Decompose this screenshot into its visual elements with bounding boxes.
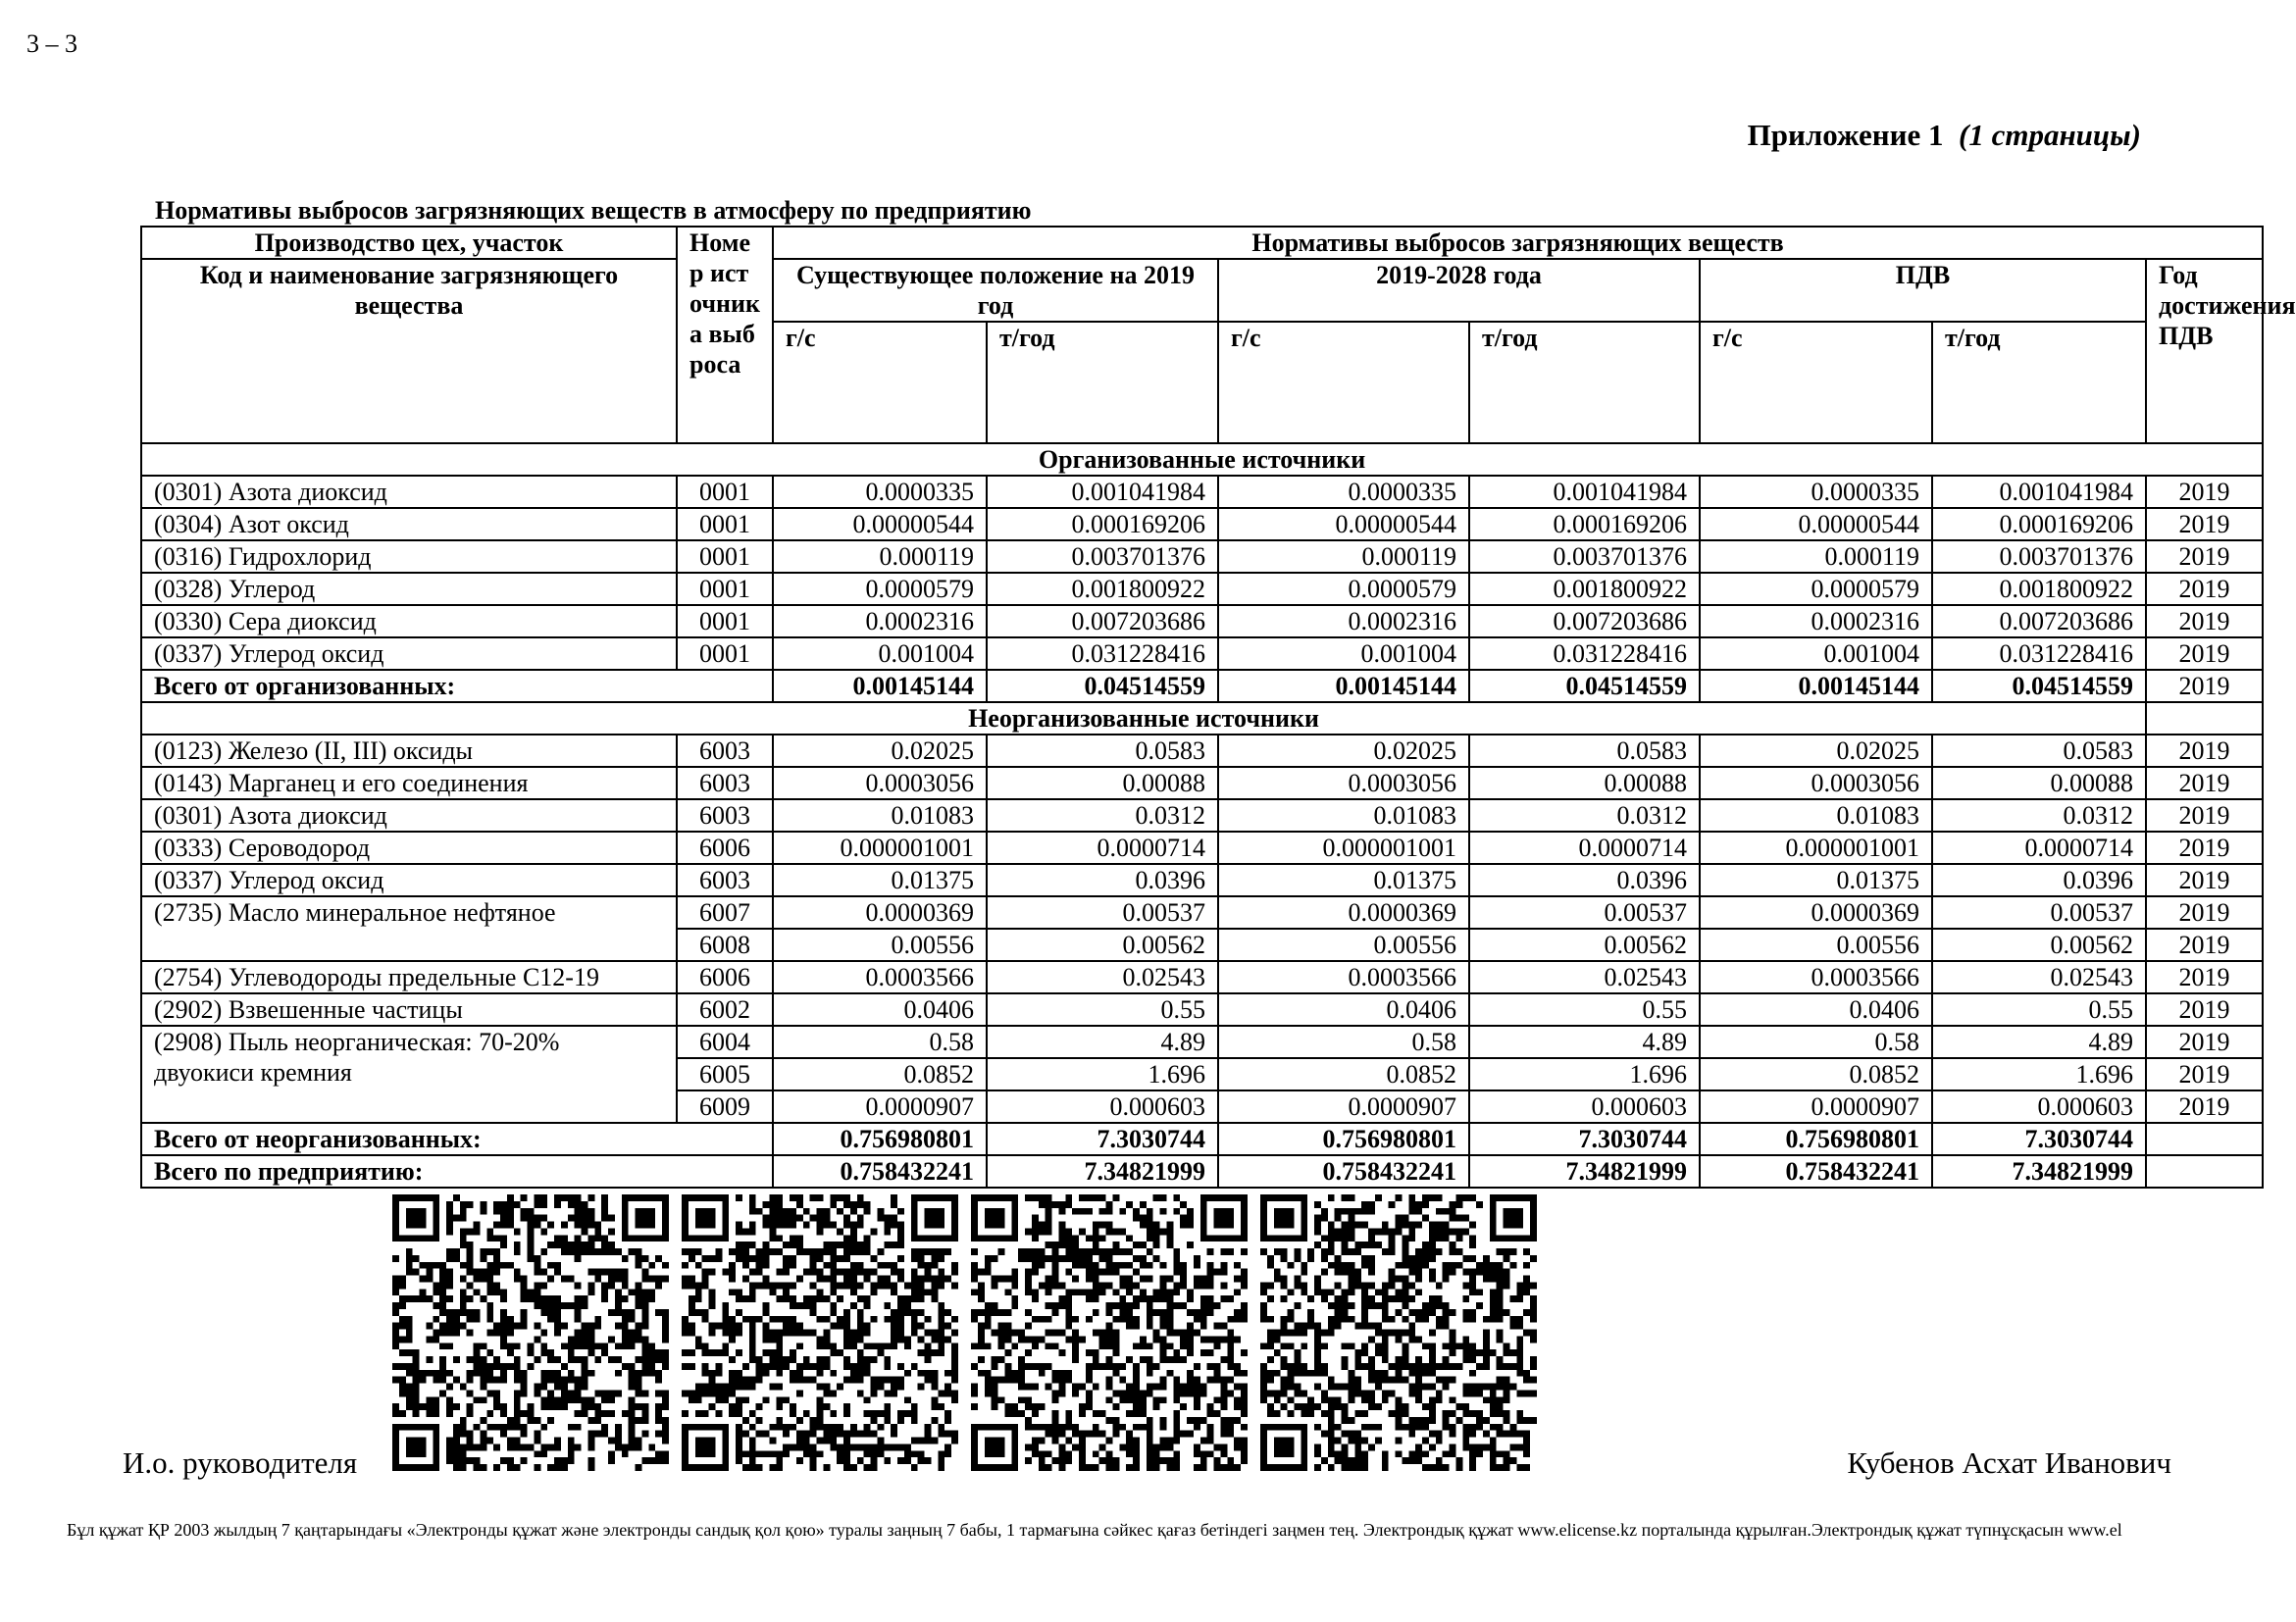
emission-value: 0.01375 (1218, 864, 1469, 896)
emission-value: 0.000119 (1700, 540, 1932, 573)
qr-code (1260, 1194, 1537, 1471)
year-value: 2019 (2146, 961, 2263, 993)
substance-name: (2908) Пыль неорганическая: 70-20% двуокиси кремния (141, 1026, 677, 1123)
emission-value: 0.0406 (1700, 993, 1932, 1026)
year-value: 2019 (2146, 929, 2263, 961)
emission-value: 4.89 (987, 1026, 1218, 1058)
year-value: 2019 (2146, 799, 2263, 832)
emission-value: 0.00088 (1469, 767, 1700, 799)
table-row (141, 540, 2263, 573)
emission-value: 4.89 (1469, 1026, 1700, 1058)
emission-value: 0.0396 (1469, 864, 1700, 896)
emission-value: 0.0852 (1218, 1058, 1469, 1090)
emission-value: 0.003701376 (987, 540, 1218, 573)
emission-value: 0.001004 (773, 637, 987, 670)
total-value: 0.758432241 (773, 1155, 987, 1188)
emission-value: 0.0000714 (1932, 832, 2146, 864)
total-value: 0.756980801 (1700, 1123, 1932, 1155)
total-value: 7.34821999 (1932, 1155, 2146, 1188)
header-workshop: Производство цех, участок (141, 227, 677, 259)
emission-value: 0.01083 (773, 799, 987, 832)
source-number: 0001 (677, 508, 773, 540)
emission-value: 0.01083 (1218, 799, 1469, 832)
total-value: 0.04514559 (1469, 670, 1700, 702)
emission-value: 0.00562 (1469, 929, 1700, 961)
header-year-pdv: Год достижения ПДВ (2146, 259, 2263, 443)
emission-value: 0.000169206 (1469, 508, 1700, 540)
qr-code (682, 1194, 958, 1471)
source-number: 0001 (677, 637, 773, 670)
emission-value: 0.55 (987, 993, 1218, 1026)
total-value: 0.756980801 (1218, 1123, 1469, 1155)
header-gs: г/с (1700, 322, 1932, 443)
year-value: 2019 (2146, 508, 2263, 540)
emission-value: 0.58 (1218, 1026, 1469, 1058)
emission-value: 0.0000907 (1218, 1090, 1469, 1123)
emission-value: 0.0406 (1218, 993, 1469, 1026)
emission-value: 0.0003056 (773, 767, 987, 799)
source-number: 6003 (677, 799, 773, 832)
emission-value: 0.000119 (773, 540, 987, 573)
total-value: 0.00145144 (773, 670, 987, 702)
emission-value: 0.0000369 (1218, 896, 1469, 929)
substance-name: (0143) Марганец и его соединения (141, 767, 677, 799)
emission-value: 0.001041984 (987, 476, 1218, 508)
emission-value: 0.0000907 (1700, 1090, 1932, 1123)
total-label: Всего от организованных: (141, 670, 773, 702)
emission-value: 0.0396 (987, 864, 1218, 896)
substance-name: (0333) Сероводород (141, 832, 677, 864)
emission-value: 0.031228416 (1469, 637, 1700, 670)
total-value: 0.758432241 (1700, 1155, 1932, 1188)
emission-value: 0.000001001 (773, 832, 987, 864)
header-existing: Существующее положение на 2019 год (773, 259, 1218, 322)
emission-value: 0.0002316 (1700, 605, 1932, 637)
emission-value: 0.0396 (1932, 864, 2146, 896)
emission-value: 0.00556 (773, 929, 987, 961)
emission-value: 0.58 (773, 1026, 987, 1058)
year-value: 2019 (2146, 573, 2263, 605)
emission-value: 0.0583 (1469, 735, 1700, 767)
total-value: 7.3030744 (987, 1123, 1218, 1155)
year-value: 2019 (2146, 864, 2263, 896)
table-title: Нормативы выбросов загрязняющих веществ в атмосферу по предприятию (155, 196, 1032, 225)
total-value: 7.34821999 (987, 1155, 1218, 1188)
substance-name: (0337) Углерод оксид (141, 637, 677, 670)
emission-value: 0.0000714 (1469, 832, 1700, 864)
emission-value: 0.000169206 (987, 508, 1218, 540)
substance-name: (0328) Углерод (141, 573, 677, 605)
substance-name: (0304) Азот оксид (141, 508, 677, 540)
substance-name: (0337) Углерод оксид (141, 864, 677, 896)
emission-value: 0.001800922 (1469, 573, 1700, 605)
emission-value: 0.0406 (773, 993, 987, 1026)
source-number: 6002 (677, 993, 773, 1026)
emissions-table (140, 226, 2296, 1189)
emission-value: 0.0003566 (773, 961, 987, 993)
emission-value: 0.0003566 (1218, 961, 1469, 993)
emission-value: 0.00537 (1932, 896, 2146, 929)
total-value: 0.758432241 (1218, 1155, 1469, 1188)
source-number: 6006 (677, 961, 773, 993)
table-row (141, 573, 2263, 605)
emission-value: 0.0002316 (1218, 605, 1469, 637)
year-value: 2019 (2146, 637, 2263, 670)
emission-value: 0.0583 (987, 735, 1218, 767)
year-value: 2019 (2146, 476, 2263, 508)
signature-role: И.о. руководителя (123, 1445, 358, 1480)
emission-value: 0.00556 (1218, 929, 1469, 961)
emission-value: 0.01375 (773, 864, 987, 896)
substance-name: (2902) Взвешенные частицы (141, 993, 677, 1026)
source-number: 6006 (677, 832, 773, 864)
emission-value: 0.00000544 (1218, 508, 1469, 540)
emission-value: 0.001004 (1700, 637, 1932, 670)
table-row (141, 637, 2263, 670)
emission-value: 0.0312 (1932, 799, 2146, 832)
source-number: 6004 (677, 1026, 773, 1058)
year-value (2146, 1155, 2263, 1188)
page-number: 3 – 3 (26, 29, 77, 58)
total-value: 7.3030744 (1932, 1123, 2146, 1155)
substance-name: (2735) Масло минеральное нефтяное (141, 896, 677, 961)
substance-name: (0301) Азота диоксид (141, 799, 677, 832)
emission-value: 0.000603 (1469, 1090, 1700, 1123)
qr-codes (392, 1194, 1537, 1471)
emission-value: 0.001041984 (1932, 476, 2146, 508)
emission-value: 0.0583 (1932, 735, 2146, 767)
year-value: 2019 (2146, 896, 2263, 929)
header-tyear: т/год (987, 322, 1218, 443)
table-row (141, 476, 2263, 508)
emission-value: 0.000119 (1218, 540, 1469, 573)
emission-value: 0.0000369 (1700, 896, 1932, 929)
emission-value: 0.0000579 (1218, 573, 1469, 605)
appendix-pages: (1 страницы) (1959, 118, 2141, 152)
emission-value: 0.02025 (1218, 735, 1469, 767)
emission-value: 0.58 (1700, 1026, 1932, 1058)
total-row-unorganized (141, 1123, 2263, 1155)
emission-value: 0.00088 (987, 767, 1218, 799)
total-value: 7.3030744 (1469, 1123, 1700, 1155)
substance-name: (0316) Гидрохлорид (141, 540, 677, 573)
substance-name: (0330) Сера диоксид (141, 605, 677, 637)
appendix-title: Приложение 1 (1747, 118, 1944, 152)
total-value: 0.04514559 (1932, 670, 2146, 702)
source-number: 0001 (677, 476, 773, 508)
emission-value: 0.000169206 (1932, 508, 2146, 540)
source-number: 6008 (677, 929, 773, 961)
emission-value: 4.89 (1932, 1026, 2146, 1058)
table-row (141, 799, 2263, 832)
source-number: 0001 (677, 540, 773, 573)
table-row (141, 767, 2263, 799)
year-value: 2019 (2146, 605, 2263, 637)
emission-value: 0.0312 (1469, 799, 1700, 832)
header-period: 2019-2028 года (1218, 259, 1700, 322)
emission-value: 0.0003056 (1218, 767, 1469, 799)
empty-cell (2146, 702, 2263, 735)
emission-value: 0.00562 (1932, 929, 2146, 961)
emission-value: 0.0000335 (1218, 476, 1469, 508)
emission-value: 0.0000579 (773, 573, 987, 605)
emission-value: 1.696 (987, 1058, 1218, 1090)
emission-value: 1.696 (1469, 1058, 1700, 1090)
emission-value: 0.0852 (1700, 1058, 1932, 1090)
emission-value: 0.007203686 (1469, 605, 1700, 637)
header-tyear: т/год (1469, 322, 1700, 443)
emission-value: 0.003701376 (1932, 540, 2146, 573)
footer-legal-text: Бұл құжат ҚР 2003 жылдың 7 қаңтарындағы «Электронды құжат және электронды сандық қол қою» туралы заңның 7 бабы, 1 тармағына сәйкес қағаз бетіндегі заңмен тең. Электрондық құжат www.elicense.kz порталында құрылған.Электрондық құжат түпнұсқасын www.el (67, 1520, 2122, 1540)
emission-value: 0.0003566 (1700, 961, 1932, 993)
emission-value: 1.696 (1932, 1058, 2146, 1090)
header-gs: г/с (773, 322, 987, 443)
table-row (141, 896, 2263, 929)
emission-value: 0.0000907 (773, 1090, 987, 1123)
header-source-number: Номер источника выброса (677, 227, 773, 443)
total-row-organized (141, 670, 2263, 702)
substance-name: (0301) Азота диоксид (141, 476, 677, 508)
emission-value: 0.0003056 (1700, 767, 1932, 799)
emission-value: 0.0000335 (773, 476, 987, 508)
emission-value: 0.02543 (987, 961, 1218, 993)
qr-code (971, 1194, 1248, 1471)
emission-value: 0.00088 (1932, 767, 2146, 799)
section-organized-title: Организованные источники (141, 443, 2263, 476)
header-pdv: ПДВ (1700, 259, 2146, 322)
emission-value: 0.000603 (1932, 1090, 2146, 1123)
emission-value: 0.02543 (1932, 961, 2146, 993)
year-value: 2019 (2146, 735, 2263, 767)
source-number: 6003 (677, 864, 773, 896)
emission-value: 0.0000714 (987, 832, 1218, 864)
emission-value: 0.007203686 (1932, 605, 2146, 637)
emission-value: 0.031228416 (1932, 637, 2146, 670)
emission-value: 0.00556 (1700, 929, 1932, 961)
emission-value: 0.00000544 (1700, 508, 1932, 540)
signature-name: Кубенов Асхат Иванович (1847, 1445, 2171, 1480)
total-value: 0.00145144 (1218, 670, 1469, 702)
substance-name: (2754) Углеводороды предельные С12-19 (141, 961, 677, 993)
year-value: 2019 (2146, 1026, 2263, 1058)
emission-value: 0.001004 (1218, 637, 1469, 670)
emission-value: 0.0312 (987, 799, 1218, 832)
year-value: 2019 (2146, 670, 2263, 702)
emission-value: 0.02543 (1469, 961, 1700, 993)
header-gs: г/с (1218, 322, 1469, 443)
grand-total-row (141, 1155, 2263, 1188)
total-value: 0.00145144 (1700, 670, 1932, 702)
table-row (141, 508, 2263, 540)
year-value (2146, 1123, 2263, 1155)
emission-value: 0.02025 (773, 735, 987, 767)
emission-value: 0.0852 (773, 1058, 987, 1090)
emission-value: 0.0000369 (773, 896, 987, 929)
total-label: Всего по предприятию: (141, 1155, 773, 1188)
header-substance: Код и наименование загрязняющего вещества (141, 259, 677, 443)
total-value: 0.04514559 (987, 670, 1218, 702)
qr-code (392, 1194, 669, 1471)
emission-value: 0.007203686 (987, 605, 1218, 637)
emission-value: 0.0002316 (773, 605, 987, 637)
emission-value: 0.000603 (987, 1090, 1218, 1123)
table-row (141, 605, 2263, 637)
emission-value: 0.031228416 (987, 637, 1218, 670)
table-row (141, 961, 2263, 993)
emission-value: 0.00000544 (773, 508, 987, 540)
year-value: 2019 (2146, 1090, 2263, 1123)
emission-value: 0.0000335 (1700, 476, 1932, 508)
emission-value: 0.000001001 (1218, 832, 1469, 864)
emission-value: 0.0000579 (1700, 573, 1932, 605)
emission-value: 0.01375 (1700, 864, 1932, 896)
source-number: 6007 (677, 896, 773, 929)
source-number: 6005 (677, 1058, 773, 1090)
emission-value: 0.001041984 (1469, 476, 1700, 508)
emission-value: 0.000001001 (1700, 832, 1932, 864)
table-row (141, 864, 2263, 896)
total-value: 7.34821999 (1469, 1155, 1700, 1188)
emission-value: 0.00537 (987, 896, 1218, 929)
emission-value: 0.00562 (987, 929, 1218, 961)
header-norms: Нормативы выбросов загрязняющих веществ (773, 227, 2263, 259)
year-value: 2019 (2146, 767, 2263, 799)
table-row (141, 993, 2263, 1026)
emission-value: 0.55 (1932, 993, 2146, 1026)
emission-value: 0.001800922 (987, 573, 1218, 605)
emission-value: 0.55 (1469, 993, 1700, 1026)
section-unorganized-title: Неорганизованные источники (141, 702, 2146, 735)
header-tyear: т/год (1932, 322, 2146, 443)
emission-value: 0.003701376 (1469, 540, 1700, 573)
appendix-label (1748, 118, 2141, 153)
source-number: 0001 (677, 605, 773, 637)
substance-name: (0123) Железо (II, III) оксиды (141, 735, 677, 767)
total-value: 0.756980801 (773, 1123, 987, 1155)
table-row (141, 735, 2263, 767)
source-number: 6003 (677, 735, 773, 767)
year-value: 2019 (2146, 993, 2263, 1026)
source-number: 0001 (677, 573, 773, 605)
table-row (141, 832, 2263, 864)
emission-value: 0.01083 (1700, 799, 1932, 832)
source-number: 6003 (677, 767, 773, 799)
emission-value: 0.001800922 (1932, 573, 2146, 605)
year-value: 2019 (2146, 832, 2263, 864)
table-row (141, 1026, 2263, 1058)
total-label: Всего от неорганизованных: (141, 1123, 773, 1155)
year-value: 2019 (2146, 540, 2263, 573)
year-value: 2019 (2146, 1058, 2263, 1090)
source-number: 6009 (677, 1090, 773, 1123)
emission-value: 0.00537 (1469, 896, 1700, 929)
emission-value: 0.02025 (1700, 735, 1932, 767)
